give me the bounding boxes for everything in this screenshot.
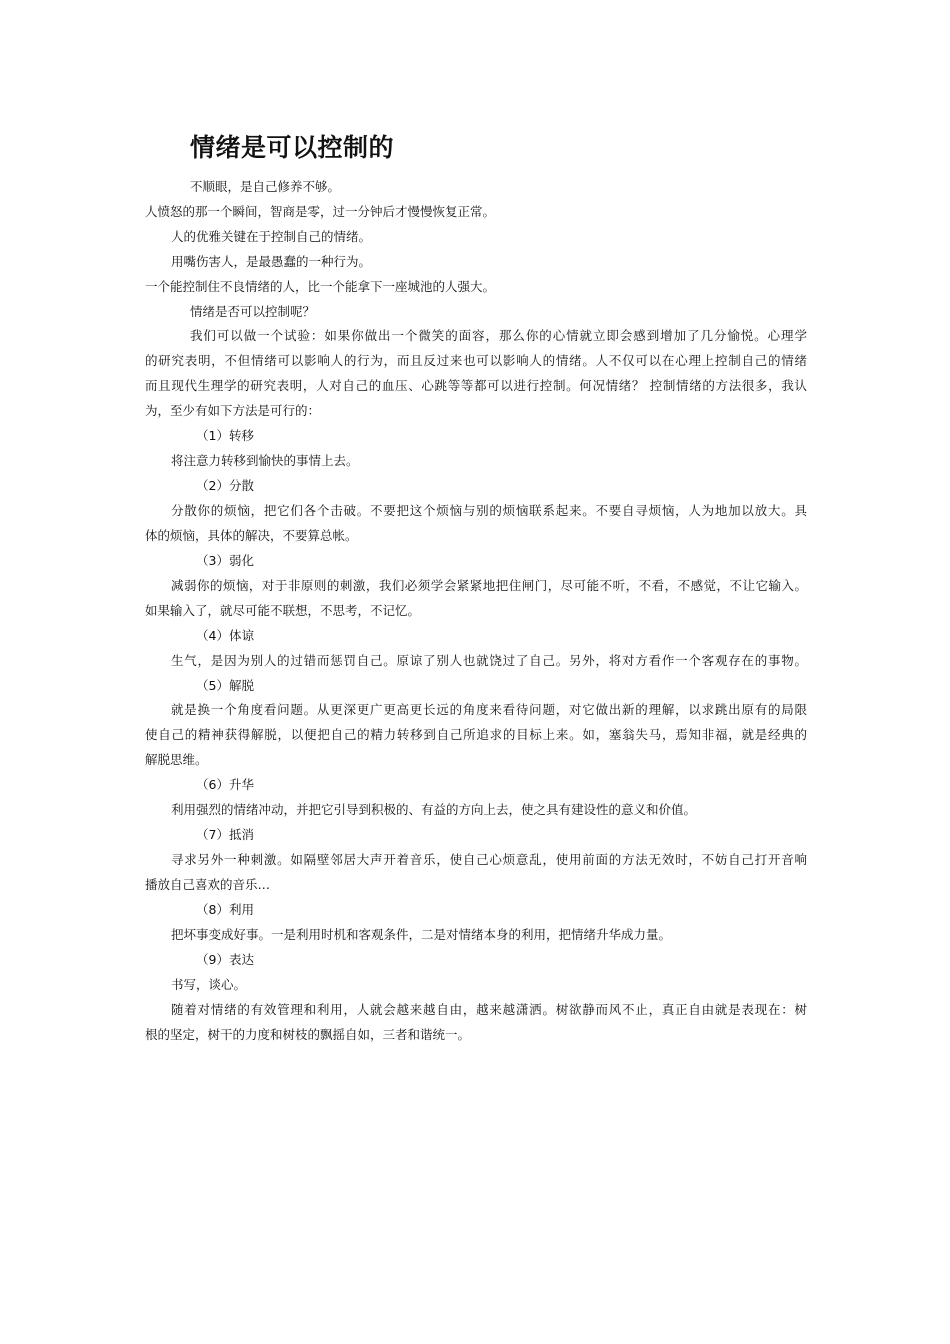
text-line: 人愤怒的那一个瞬间，智商是零，过一分钟后才慢慢恢复正常。	[145, 204, 496, 219]
text-line: 书写，谈心。	[171, 977, 247, 992]
text-line: （3）弱化	[196, 553, 254, 568]
text-line: 如果输入了，就尽可能不联想，不思考，不记忆。	[145, 603, 421, 618]
text-line: （7）抵消	[196, 827, 254, 842]
text-line: 用嘴伤害人，是最愚蠢的一种行为。	[171, 254, 372, 269]
text-line: 解脱思维。	[145, 752, 208, 767]
text-line: 为，至少有如下方法是可行的：	[145, 403, 321, 418]
text-line: 情绪是否可以控制呢？	[190, 304, 316, 319]
text-line: （4）体谅	[196, 628, 254, 643]
text-line: 减弱你的烦恼，对于非原则的刺激，我们必须学会紧紧地把住闸门，尽可能不听，不看，不感觉，不让它输入。	[171, 578, 807, 593]
text-line: （5）解脱	[196, 678, 254, 693]
text-line: 一个能控制住不良情绪的人，比一个能拿下一座城池的人强大。	[145, 279, 496, 294]
text-line: 不顺眼，是自己修养不够。	[190, 179, 341, 194]
text-line: 寻求另外一种刺激。如隔壁邻居大声开着音乐，使自己心烦意乱，使用前面的方法无效时，不妨自己打开音响	[171, 852, 807, 867]
text-line: 体的烦恼，具体的解决，不要算总帐。	[145, 528, 358, 543]
text-line: （8）利用	[196, 902, 254, 917]
text-line: 把坏事变成好事。一是利用时机和客观条件，二是对情绪本身的利用，把情绪升华成力量。	[171, 927, 672, 942]
page-title: 情绪是可以控制的	[190, 133, 395, 162]
text-line: 就是换一个角度看问题。从更深更广更高更长远的角度来看待问题，对它做出新的理解，以求跳出原有的局限	[171, 702, 807, 717]
text-line: 而且现代生理学的研究表明，人对自己的血压、心跳等等都可以进行控制。何况情绪？ 控制情绪的方法很多，我认	[145, 378, 807, 393]
text-line: 人的优雅关键在于控制自己的情绪。	[171, 229, 372, 244]
text-line: 的研究表明，不但情绪可以影响人的行为，而且反过来也可以影响人的情绪。人不仅可以在心理上控制自己的情绪	[145, 353, 807, 368]
text-line: 使自己的精神获得解脱，以便把自己的精力转移到自己所追求的目标上来。如，塞翁失马，焉知非福，就是经典的	[145, 727, 807, 742]
text-line: 将注意力转移到愉快的事情上去。	[171, 453, 359, 468]
text-line: 随着对情绪的有效管理和利用，人就会越来越自由，越来越潇洒。树欲静而风不止，真正自由就是表现在：树	[171, 1002, 807, 1017]
text-line: （1）转移	[196, 428, 254, 443]
text-line: 生气，是因为别人的过错而惩罚自己。原谅了别人也就饶过了自己。另外，将对方看作一个客观存在的事物。	[171, 653, 807, 668]
text-line: （2）分散	[196, 478, 254, 493]
text-line: 分散你的烦恼，把它们各个击破。不要把这个烦恼与别的烦恼联系起来。不要自寻烦恼，人为地加以放大。具	[171, 503, 807, 518]
text-line: （9）表达	[196, 952, 254, 967]
text-line: 利用强烈的情绪冲动，并把它引导到积极的、有益的方向上去，使之具有建设性的意义和价值。	[171, 802, 697, 817]
text-line: 根的坚定，树干的力度和树枝的飘摇自如，三者和谐统一。	[145, 1027, 471, 1042]
text-line: 播放自己喜欢的音乐…	[145, 877, 271, 892]
text-line: 我们可以做一个试验：如果你做出一个微笑的面容，那么你的心情就立即会感到增加了几分愉悦。心理学	[190, 328, 807, 343]
text-line: （6）升华	[196, 777, 254, 792]
